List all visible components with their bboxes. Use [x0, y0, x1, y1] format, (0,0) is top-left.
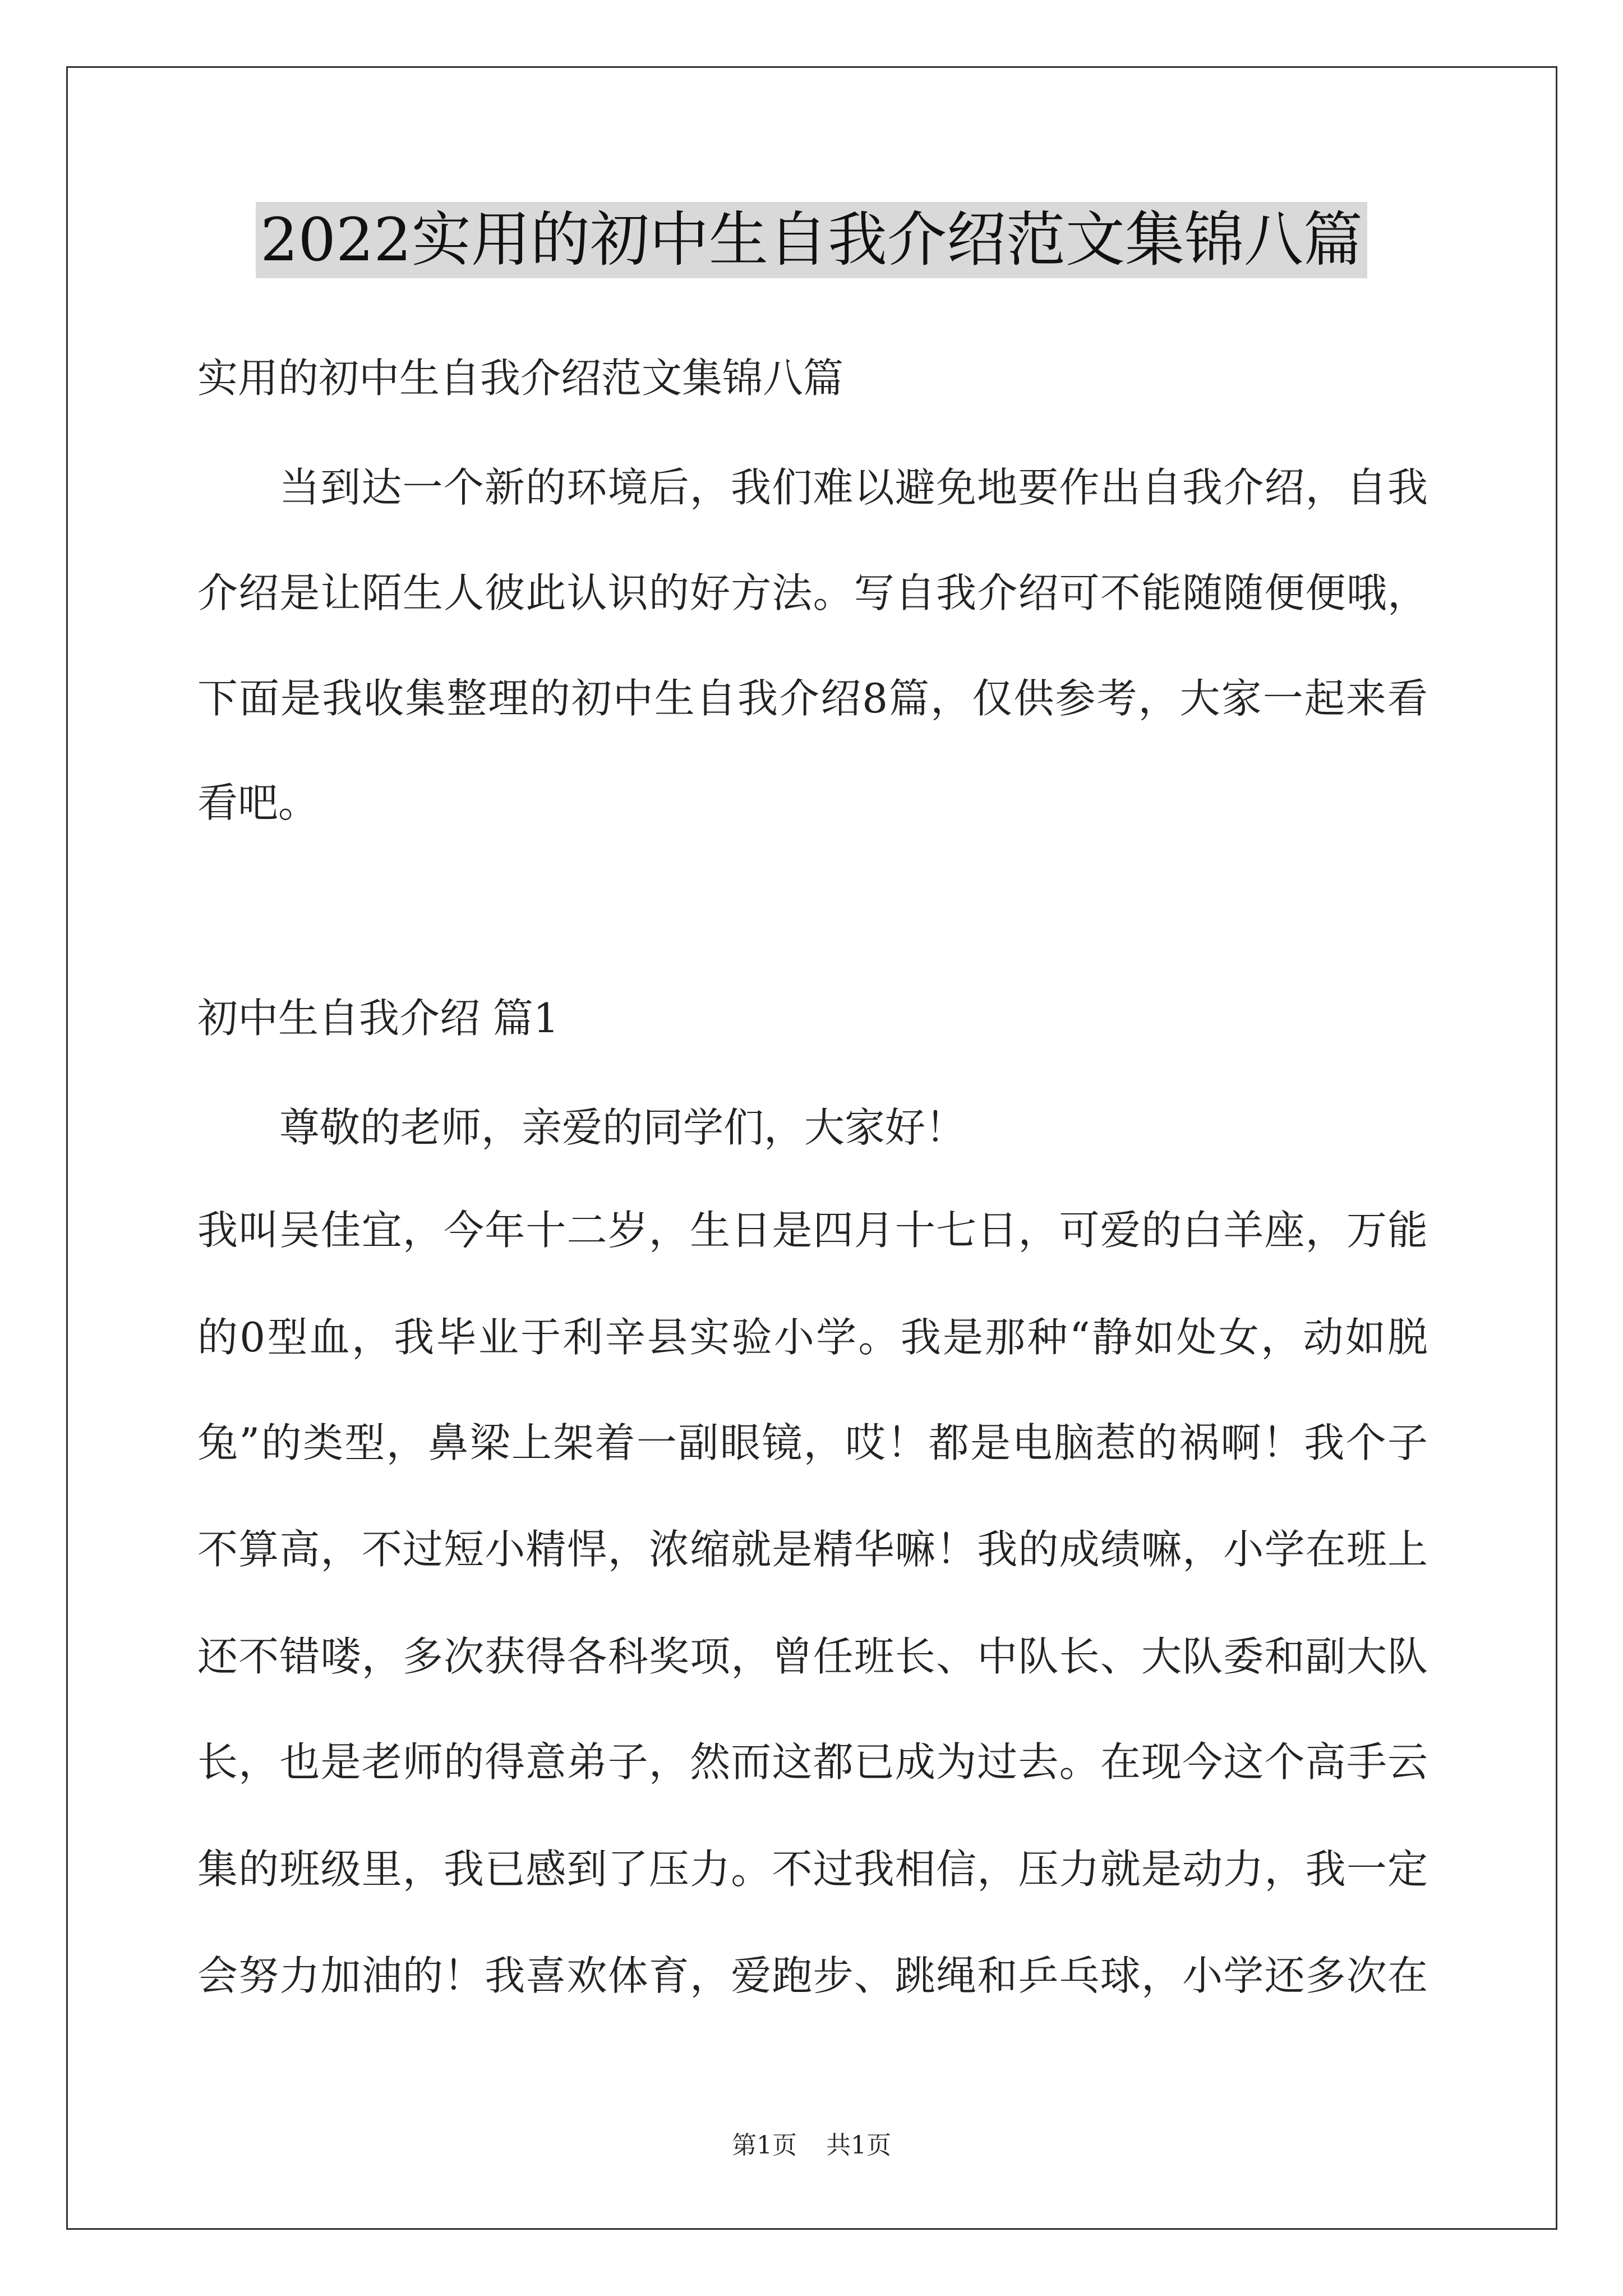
body-line: 不算高，不过短小精悍，浓缩就是精华嘛！我的成绩嘛，小学在班上	[197, 1526, 1428, 1573]
title-container	[0, 202, 1623, 278]
page-footer	[0, 2130, 1623, 2161]
body-line: 长，也是老师的得意弟子，然而这都已成为过去。在现今这个高手云	[197, 1738, 1428, 1786]
page-number: 第1页	[732, 2131, 797, 2160]
intro-line: 看吧。	[197, 779, 319, 826]
body-line: 集的班级里，我已感到了压力。不过我相信，压力就是动力，我一定	[197, 1846, 1428, 1893]
body-line: 还不错喽，多次获得各科奖项，曾任班长、中队长、大队委和副大队	[197, 1633, 1428, 1680]
page-title: 2022实用的初中生自我介绍范文集锦八篇	[256, 202, 1367, 278]
body-line: 我叫吴佳宜，今年十二岁，生日是四月十七日，可爱的白羊座，万能	[197, 1207, 1428, 1254]
intro-line: 当到达一个新的环境后，我们难以避免地要作出自我介绍，自我	[279, 464, 1428, 511]
document-subtitle: 实用的初中生自我介绍范文集锦八篇	[197, 355, 844, 402]
section-heading: 初中生自我介绍 篇1	[197, 995, 559, 1042]
greeting-line: 尊敬的老师，亲爱的同学们，大家好！	[279, 1104, 966, 1151]
body-line: 兔”的类型，鼻梁上架着一副眼镜，哎！都是电脑惹的祸啊！我个子	[197, 1419, 1428, 1466]
page-total: 共1页	[826, 2131, 891, 2160]
intro-line: 介绍是让陌生人彼此认识的好方法。写自我介绍可不能随随便便哦，	[197, 569, 1428, 616]
body-line: 的0型血，我毕业于利辛县实验小学。我是那种“静如处女，动如脱	[197, 1314, 1428, 1361]
body-line: 会努力加油的！我喜欢体育，爱跑步、跳绳和乒乓球，小学还多次在	[197, 1952, 1428, 1999]
intro-line: 下面是我收集整理的初中生自我介绍8篇，仅供参考，大家一起来看	[197, 675, 1428, 722]
